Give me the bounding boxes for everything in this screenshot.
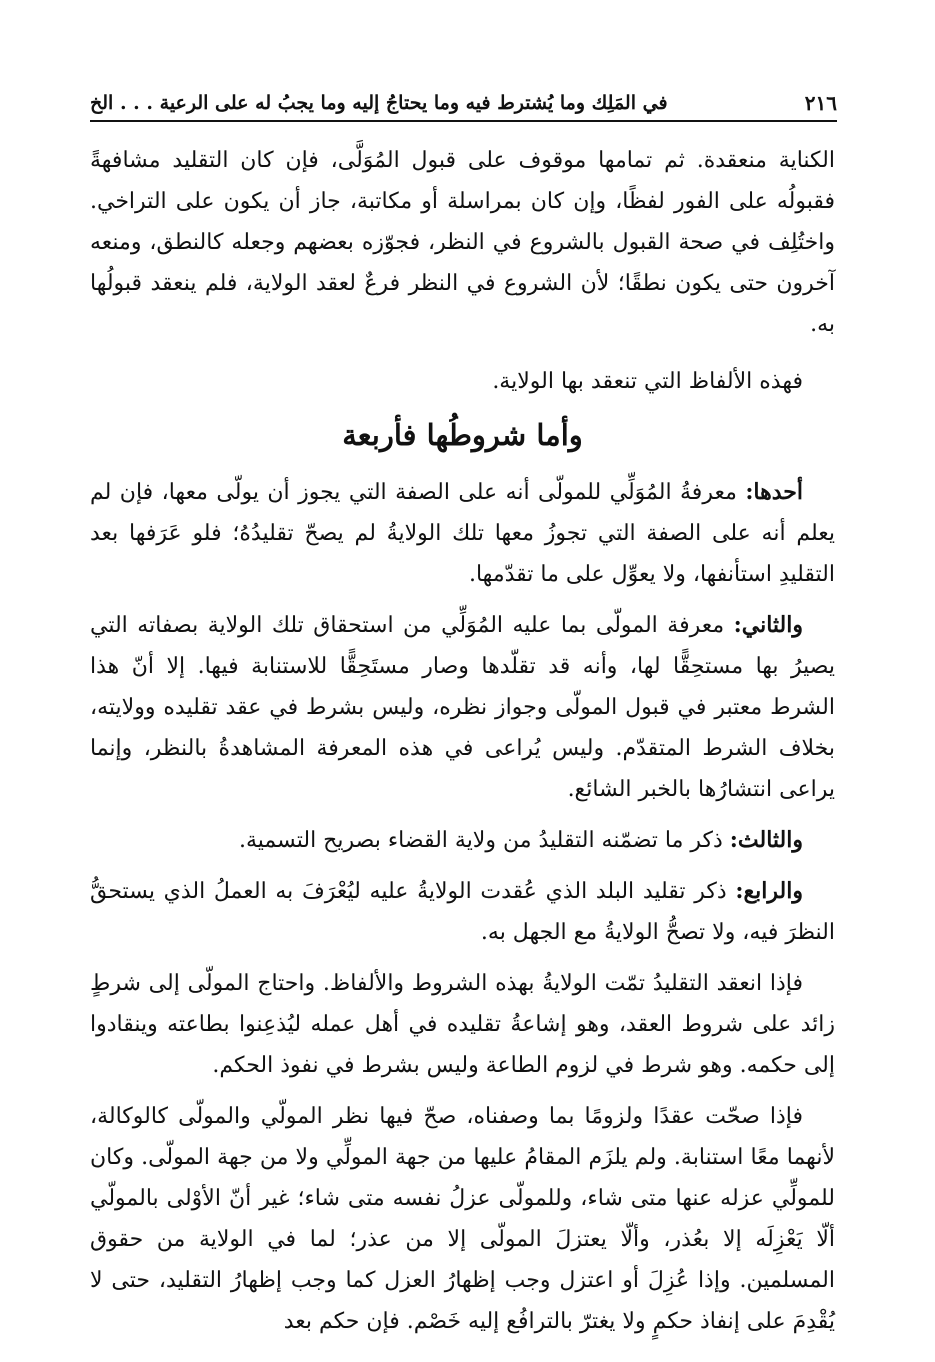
running-title: في المَلِك وما يُشترط فيه وما يحتاجُ إليه وما يجبُ له على الرعية . . . الخ (90, 92, 668, 114)
condition-4 (90, 871, 835, 953)
condition-4-label: والرابع: (735, 878, 803, 904)
paragraph-2: فهذه الألفاظ التي تنعقد بها الولاية. (492, 369, 803, 394)
condition-3 (90, 820, 835, 861)
condition-3-label: والثالث: (729, 827, 803, 853)
condition-4-text: ذكر تقليد البلد الذي عُقدت الولايةُ عليه ليُعْرَفَ به العملُ الذي يستحقُّ النظرَ فيه، ولا تصحُّ الولايةُ مع الجهل به. (90, 879, 835, 945)
page-header (90, 86, 837, 122)
condition-2 (90, 605, 835, 810)
paragraph-3: فإذا انعقد التقليدُ تمّت الولايةُ بهذه الشروط والألفاظ. واحتاج المولّى إلى شرطٍ زائد على شروط العقد، وهو إشاعةُ تقليده في أهل عمله ليُذعِنوا بطاعته وينقادوا إلى حكمه. وهو شرط في لزوم الطاعة وليس بشرط في نفوذ الحكم. (90, 971, 835, 1078)
section-heading: وأما شروطُها فأربعة (342, 418, 583, 452)
page-number: ٢١٦ (804, 91, 837, 115)
condition-3-text: ذكر ما تضمّنه التقليدُ من ولاية القضاء بصريح التسمية. (238, 828, 730, 853)
condition-1-label: أحدها: (745, 479, 803, 505)
page-body (90, 140, 835, 1352)
condition-1-text: معرفةُ المُوَلِّي للمولّى أنه على الصفة التي يجوز أن يولّى معها، فإن لم يعلم أنه على الصفة التي تجوزُ معها تلك الولايةُ لم يصحّ تقليدُهُ؛ فلو عَرَفها بعد التقليدِ استأنفها، ولا يعوِّل على ما تقدّمها. (90, 480, 835, 587)
paragraph-4: فإذا صحّت عقدًا ولزومًا بما وصفناه، صحّ فيها نظر المولّي والمولّى كالوكالة، لأنهما معًا استنابة. ولم يلزَم المقامُ عليها من جهة المولِّي ولا من جهة المولّى. وكان للمولِّي عزله عنها متى شاء، وللمولّى عزلُ نفسه متى شاء؛ غير أنّ الأوْلى بالمولّي ألّا يَعْزِلَه إلا بعُذر، وألّا يعتزلَ المولّى إلا من عذر؛ لما في الولاية من حقوق المسلمين. وإذا عُزِلَ أو اعتزل وجب إظهارُ العزل كما وجب إظهارُ التقليد، حتى لا يُقْدِمَ على إنفاذ حكمٍ ولا يغترّ بالترافُع إليه خَصْم. فإن حكم بعد (90, 1104, 835, 1334)
condition-2-label: والثاني: (733, 612, 803, 638)
paragraph-1: الكناية منعقدة. ثم تمامها موقوف على قبول المُوَلَّى، فإن كان التقليد مشافهةً فقبولُه على الفور لفظًا، وإن كان بمراسلة أو مكاتبة، جاز أن يكون على التراخي. واختُلِف في صحة القبول بالشروع في النظر، فجوّزه بعضهم وجعله كالنطق، ومنعه آخرون حتى يكون نطقًا؛ لأن الشروع في النظر فرعٌ لعقد الولاية، فلم ينعقد قبولُها به. (90, 148, 835, 337)
condition-1 (90, 472, 835, 595)
condition-2-text: معرفة المولّى بما عليه المُوَلِّي من استحقاق تلك الولاية بصفاته التي يصيرُ بها مستحِقًّا لها، وأنه قد تقلّدها وصار مستَحِقًّا للاستنابة فيها. إلا أنّ هذا الشرط معتبر في قبول المولّى وجواز نظره، وليس بشرط في عقد تقليده وولايته، بخلاف الشرط المتقدّم. وليس يُراعى في هذه المعرفة المشاهدةُ بالنظر، وإنما يراعى انتشارُها بالخبر الشائع. (90, 613, 836, 802)
